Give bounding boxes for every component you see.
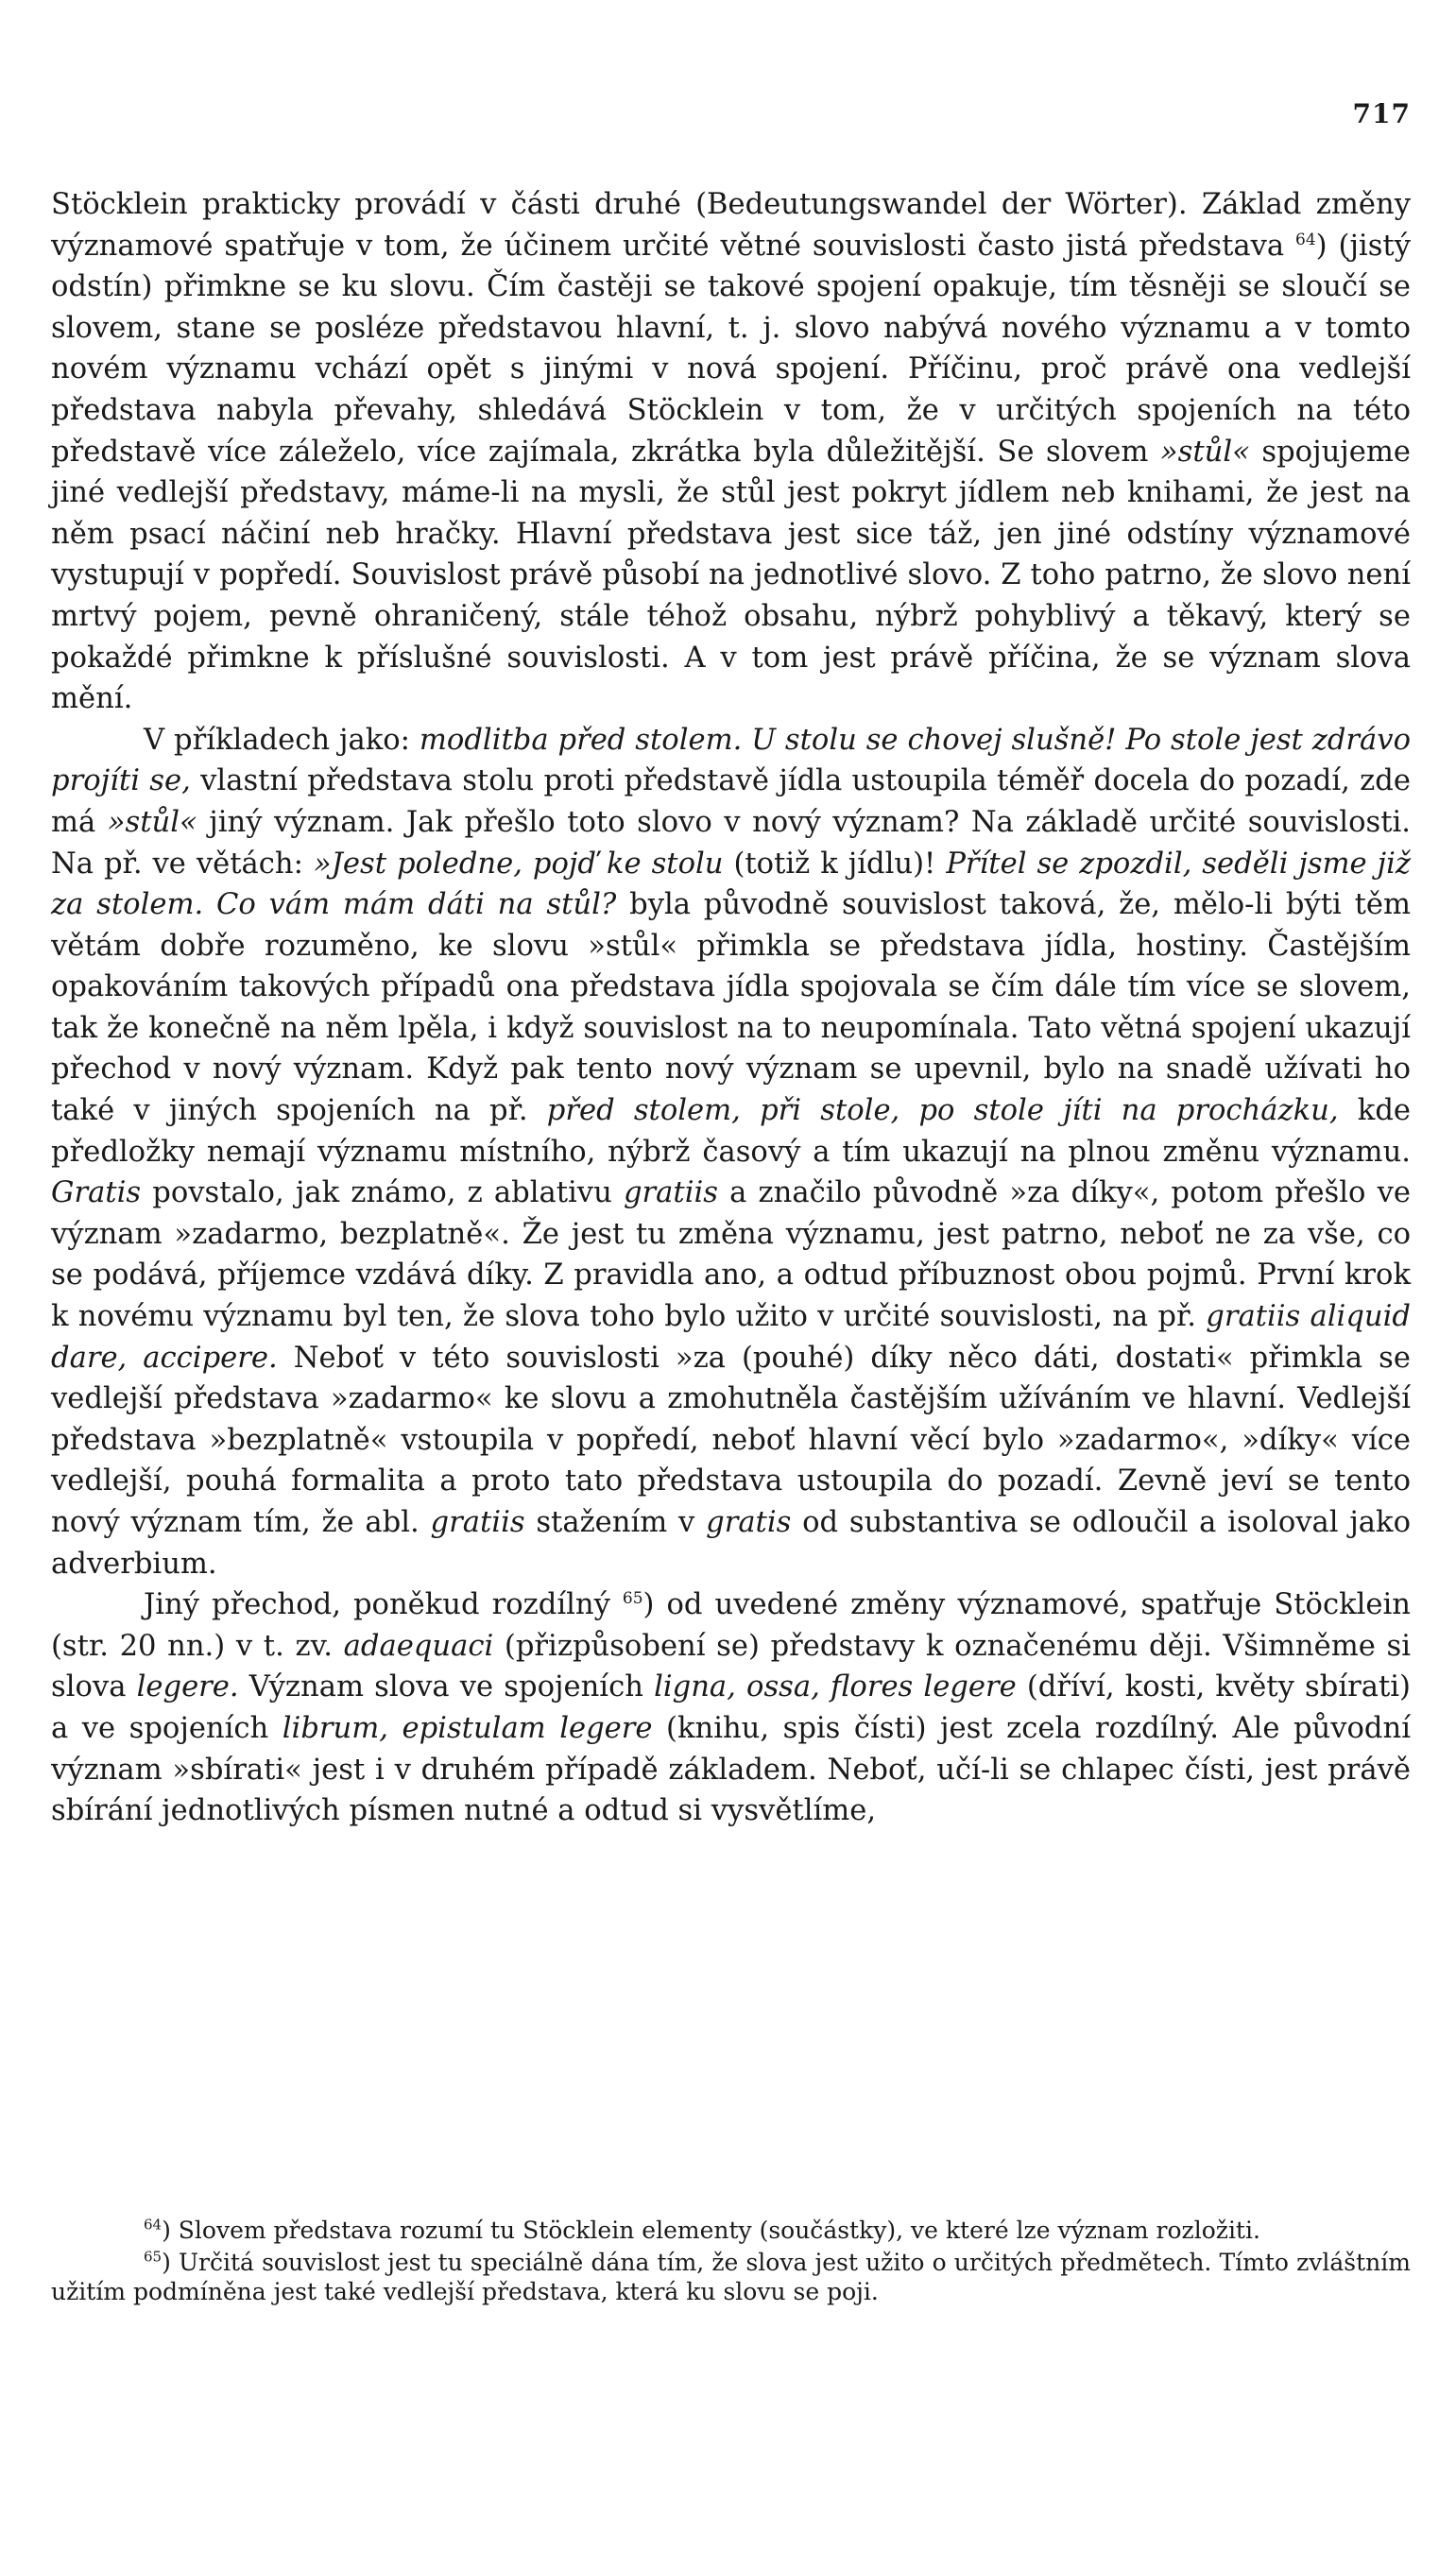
italic-text: modlitba před stolem. U stolu se chovej slušně! Po stole jest zdrávo projíti se, — [51, 723, 1412, 798]
italic-text: gratiis — [623, 1176, 718, 1210]
body-text — [51, 184, 1411, 1832]
text-run: (totiž k jídlu)! — [723, 847, 947, 881]
footnote-reference: 65 — [622, 1589, 643, 1608]
text-run: ) od uvedené změny významové, spatřuje Stöcklein (str. 20 nn.) v t. zv. — [51, 1588, 1411, 1663]
text-run: (přizpůsobení se) představy k označenému ději. Všimněme si slova — [51, 1629, 1411, 1704]
italic-text: »stůl« — [107, 805, 197, 839]
text-run: Jiný přechod, poněkud rozdílný — [144, 1588, 623, 1622]
page-number: 717 — [1352, 98, 1411, 129]
text-run: jiný význam. Jak přešlo toto slovo v nový význam? Na základě určité souvislosti. Na př. ve větách: — [51, 805, 1411, 881]
italic-text: legere. — [136, 1670, 239, 1704]
italic-text: gratis — [706, 1506, 792, 1539]
paragraph — [51, 720, 1411, 1584]
italic-text: »stůl« — [1159, 435, 1250, 469]
text-run: Význam slova ve spojeních — [238, 1670, 655, 1704]
text-run: povstalo, jak známo, z ablativu — [141, 1176, 624, 1210]
text-run: Stöcklein prakticky provádí v části druhé (Bedeutungswandel der Wörter). Základ změny významové spatřuje v tom, že účinem určité větné souvislosti často jistá představa — [51, 188, 1411, 263]
text-run: (knihu, spis čísti) jest zcela rozdílný. Ale původní význam »sbírati« jest i v druhém případě základem. Neboť, učí-li se chlapec čísti, jest právě sbírání jednotlivých písmen nutné a odtud si vysvětlíme, — [51, 1711, 1412, 1828]
text-run: vlastní představa stolu proti představě jídla ustoupila téměř docela do pozadí, zde má — [51, 764, 1411, 839]
italic-text: Gratis — [51, 1176, 142, 1210]
paragraph — [51, 1584, 1411, 1832]
italic-text: gratiis — [430, 1506, 525, 1539]
footnote-mark: 64 — [144, 2216, 163, 2234]
text-run: byla původně souvislost taková, že, mělo-li býti těm větám dobře rozuměno, ke slovu »stůl« přimkla se představa jídla, hostiny. Častějším opakováním takových případů ona představa jídla spojovala se čím dále tím více se slovem, tak že konečně na něm lpěla, i když souvislost na to neupomínala. Tato větná spojení ukazují přechod v nový význam. Když pak tento nový význam se upevnil, bylo na snadě užívati ho také v jiných spojeních na př. — [51, 888, 1411, 1128]
paragraph — [51, 184, 1411, 720]
italic-text: Přítel se zpozdil, seděli jsme již za stolem. Co vám mám dáti na stůl? — [51, 847, 1411, 922]
text-run: ) (jistý odstín) přimkne se ku slovu. Čím častěji se takové spojení opakuje, tím těsněji se sloučí se slovem, stane se posléze představou hlavní, t. j. slovo nabývá nového významu a v tomto novém významu vchází opět s jinými v nová spojení. Příčinu, proč právě ona vedlejší představa nabyla převahy, shledává Stöcklein v tom, že v určitých spojeních na této představě více záleželo, více zajímala, zkrátka byla důležitější. Se slovem — [51, 229, 1411, 469]
text-run: a značilo původně »za díky«, potom přešlo ve význam »zadarmo, bezplatně«. Že jest tu změna významu, jest patrno, neboť ne za vše, co se podává, příjemce vzdává díky. Z pravidla ano, a odtud příbuznost obou pojmů. První krok k novému významu byl ten, že slova toho bylo užito v určité souvislosti, na př. — [51, 1176, 1412, 1334]
italic-text: před stolem, při stole, po stole jíti na procházku, — [546, 1094, 1339, 1128]
footnotes — [51, 2216, 1411, 2309]
text-run: spojujeme jiné vedlejší představy, máme-li na mysli, že stůl jest pokryt jídlem neb knihami, že jest na něm psací náčiní neb hračky. Hlavní představa jest sice táž, jen jiné odstíny významové vystupují v popředí. Souvislost právě působí na jednotlivé slovo. Z toho patrno, že slovo není mrtvý pojem, pevně ohraničený, stále téhož obsahu, nýbrž pohyblivý a těkavý, který se pokaždé přimkne k příslušné souvislosti. A v tom jest právě příčina, že se význam slova mění. — [51, 435, 1411, 716]
italic-text: »Jest poledne, pojď ke stolu — [313, 847, 724, 881]
text-run: stažením v — [524, 1506, 707, 1539]
text-run: kde předložky nemají významu místního, nýbrž časový a tím ukazují na plnou změnu významu. — [51, 1094, 1412, 1169]
text-run: (dříví, kosti, květy sbírati) a ve spojeních — [51, 1670, 1411, 1745]
italic-text: librum, epistulam legere — [282, 1711, 653, 1745]
italic-text: gratiis aliquid dare, accipere. — [51, 1300, 1411, 1375]
footnote-text: ) Slovem představa rozumí tu Stöcklein elementy (součástky), ve které lze význam rozložiti. — [162, 2217, 1260, 2244]
text-run: V příkladech jako: — [144, 723, 420, 757]
footnote — [51, 2248, 1411, 2307]
footnote-mark: 65 — [144, 2248, 163, 2266]
text-run: od substantiva se odloučil a isoloval jako adverbium. — [51, 1506, 1411, 1581]
footnote-reference: 64 — [1295, 230, 1316, 249]
italic-text: adaequaci — [343, 1629, 494, 1663]
italic-text: ligna, ossa, flores legere — [654, 1670, 1017, 1704]
footnote — [51, 2216, 1411, 2246]
footnote-text: ) Určitá souvislost jest tu speciálně dána tím, že slova jest užito o určitých předmětech. Tímto zvláštním užitím podmíněna jest také vedlejší představa, která ku slovu se poji. — [51, 2248, 1411, 2305]
text-run: Neboť v této souvislosti »za (pouhé) díky něco dáti, dostati« přimkla se vedlejší představa »zadarmo« ke slovu a zmohutněla častějším užíváním ve hlavní. Vedlejší představa »bezplatně« vstoupila v popředí, neboť hlavní věcí bylo »zadarmo«, »díky« více vedlejší, pouhá formalita a proto tato představa ustoupila do pozadí. Zevně jeví se tento nový význam tím, že abl. — [51, 1341, 1411, 1539]
